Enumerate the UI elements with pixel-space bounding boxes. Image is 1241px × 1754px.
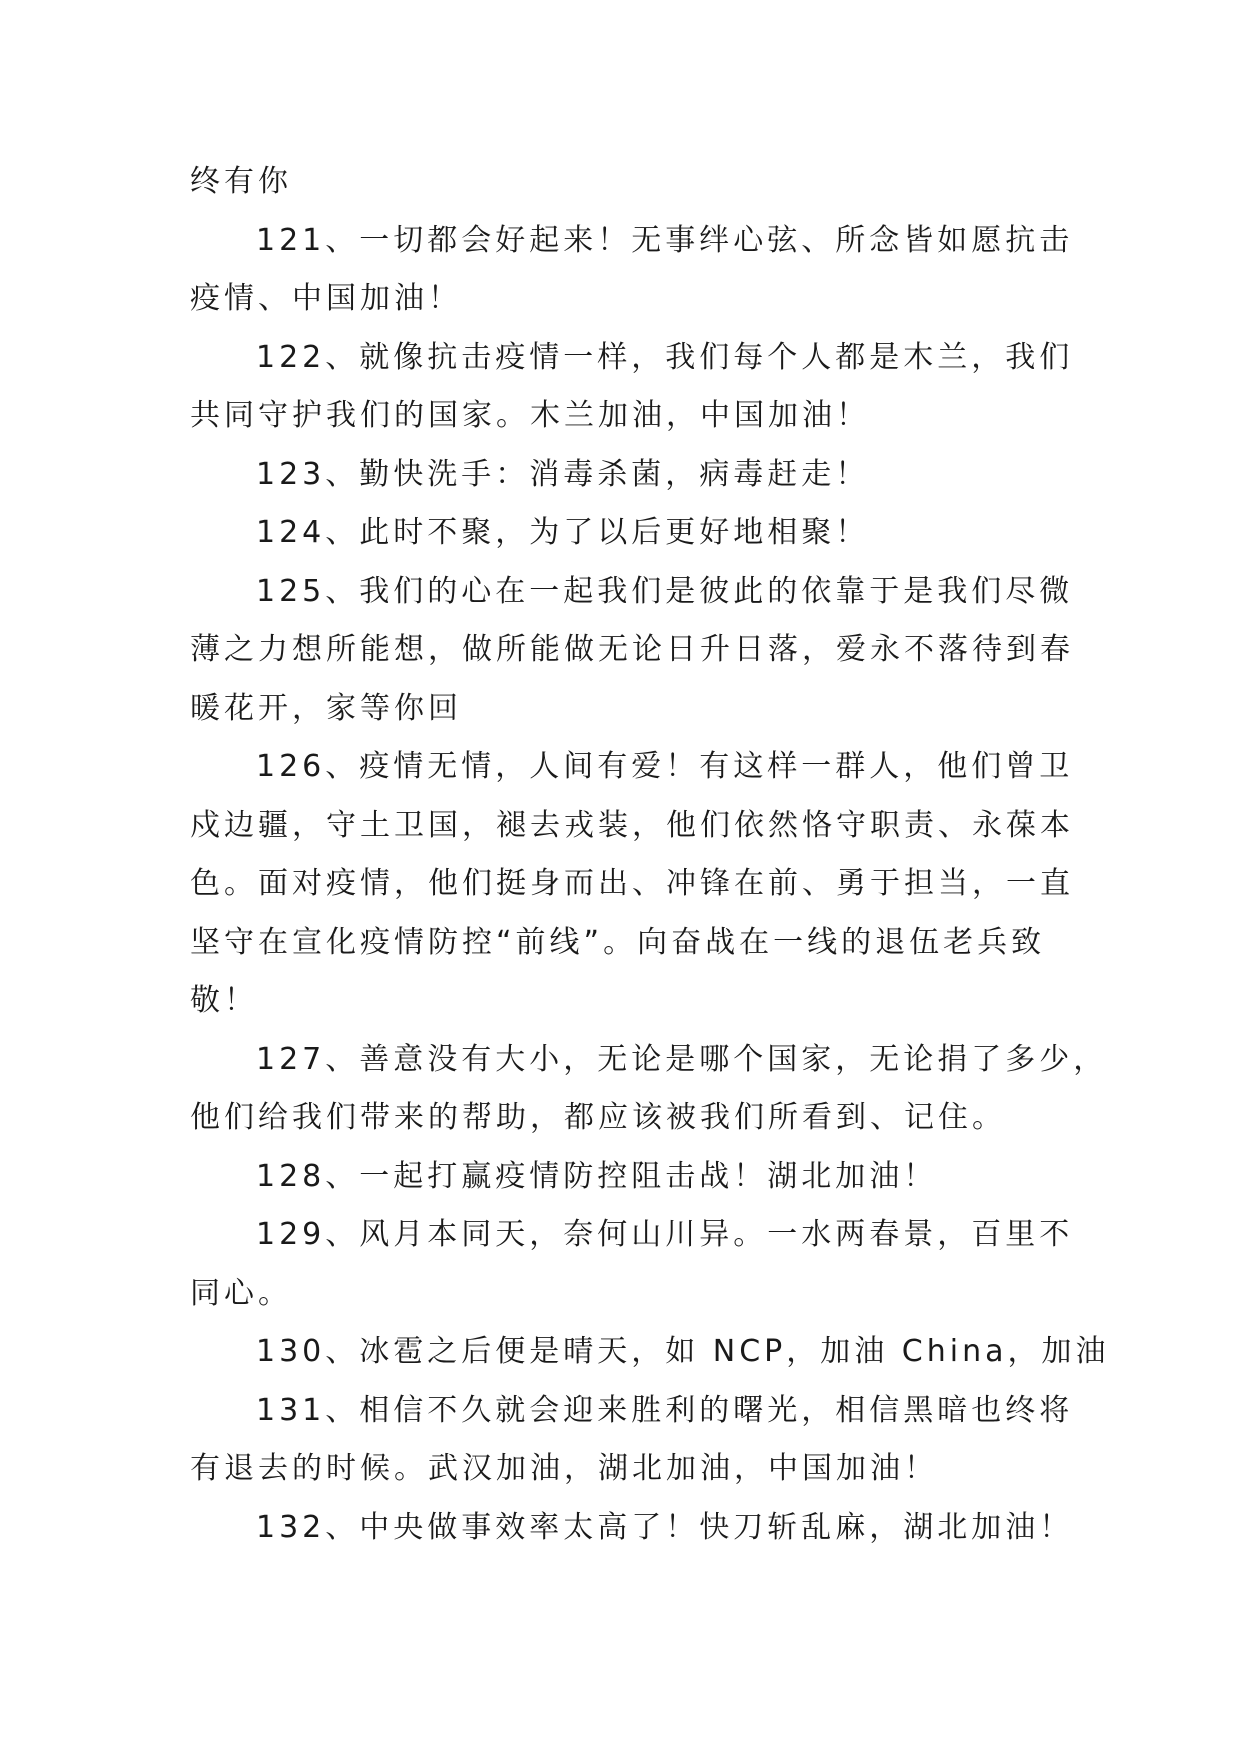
text-line: 薄之力想所能想，做所能做无论日升日落，爱永不落待到春: [190, 632, 1074, 667]
text-line: 128、一起打赢疫情防控阻击战！湖北加油！: [256, 1158, 938, 1194]
document-page: [190, 153, 1110, 1557]
paragraph: [190, 153, 1050, 212]
text-line: 130、冰雹之后便是晴天，如 NCP，加油 China，加油: [256, 1334, 1110, 1369]
paragraph: [190, 1499, 1074, 1558]
text-line: 127、善意没有大小，无论是哪个国家，无论捐了多少，: [256, 1041, 1108, 1077]
paragraph: [190, 1031, 1108, 1148]
text-line: 终有你: [190, 164, 292, 199]
text-line: 131、相信不久就会迎来胜利的曙光，相信黑暗也终将: [256, 1392, 1074, 1428]
text-line: 疫情、中国加油！: [190, 281, 462, 316]
paragraph: [190, 1148, 1050, 1207]
text-line: 129、风月本同天，奈何山川异。一水两春景，百里不: [256, 1217, 1074, 1252]
text-line: 有退去的时候。武汉加油，湖北加油，中国加油！: [190, 1451, 938, 1486]
paragraph: [190, 329, 1074, 446]
paragraph: [190, 563, 1074, 739]
paragraph: [190, 212, 1074, 329]
text-line: 暖花开，家等你回: [190, 690, 462, 726]
text-line: 126、疫情无情，人间有爱！有这样一群人，他们曾卫: [256, 749, 1074, 784]
text-line: 125、我们的心在一起我们是彼此的依靠于是我们尽微: [256, 573, 1074, 609]
text-line: 坚守在宣化疫情防控“前线”。向奋战在一线的退伍老兵致: [190, 924, 1046, 960]
text-line: 色。面对疫情，他们挺身而出、冲锋在前、勇于担当，一直: [190, 866, 1074, 901]
text-line: 121、一切都会好起来！无事绊心弦、所念皆如愿抗击: [256, 222, 1074, 258]
text-line: 敬！: [190, 983, 258, 1018]
paragraph: [190, 1323, 1110, 1382]
text-line: 122、就像抗击疫情一样，我们每个人都是木兰，我们: [256, 339, 1074, 375]
text-line: 共同守护我们的国家。木兰加油，中国加油！: [190, 398, 870, 433]
text-line: 124、此时不聚，为了以后更好地相聚！: [256, 515, 870, 550]
paragraph: [190, 1206, 1074, 1323]
paragraph: [190, 1382, 1074, 1499]
paragraph: [190, 446, 1050, 505]
text-line: 戍边疆，守土卫国，褪去戎装，他们依然恪守职责、永葆本: [190, 807, 1074, 843]
text-line: 123、勤快洗手：消毒杀菌，病毒赶走！: [256, 456, 870, 492]
text-line: 同心。: [190, 1275, 292, 1311]
paragraph: [190, 738, 1074, 1031]
paragraph: [190, 504, 1050, 563]
text-line: 132、中央做事效率太高了！快刀斩乱麻，湖北加油！: [256, 1509, 1074, 1545]
text-line: 他们给我们带来的帮助，都应该被我们所看到、记住。: [190, 1100, 1006, 1135]
